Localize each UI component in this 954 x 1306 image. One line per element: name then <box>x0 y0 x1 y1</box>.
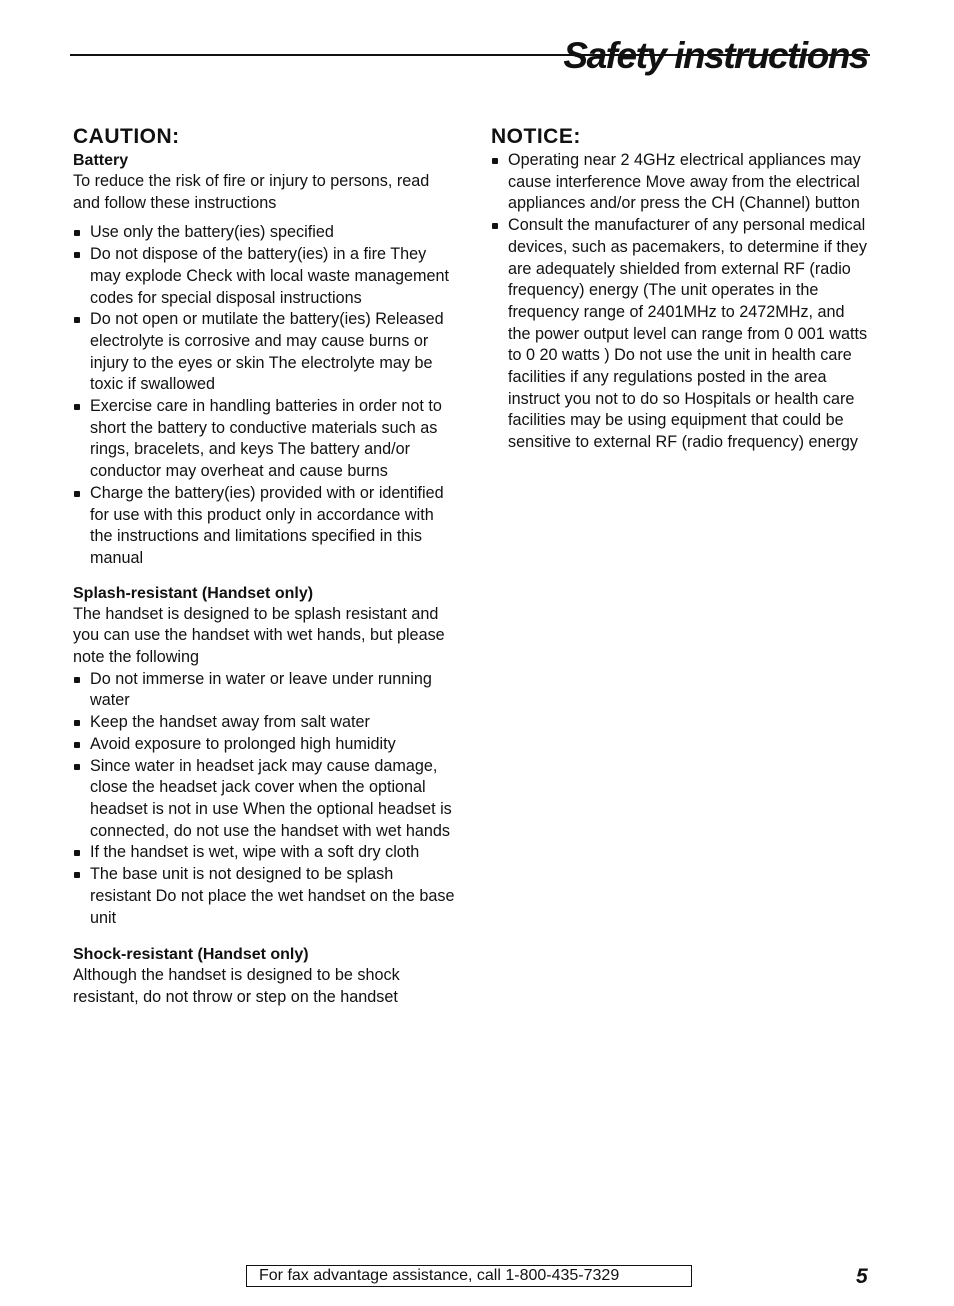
bullet-icon <box>492 158 498 164</box>
bullet-icon <box>74 850 80 856</box>
notice-column <box>491 124 869 454</box>
list-item <box>73 244 458 309</box>
list-item-text: Exercise care in handling batteries in order not to short the battery to conductive materials such as rings, bracelets, and keys The battery and/or conductor may overheat and cause burns <box>90 397 442 481</box>
list-item <box>73 842 458 864</box>
battery-heading: Battery <box>73 152 129 169</box>
bullet-icon <box>492 223 498 229</box>
title-rule <box>70 54 870 56</box>
splash-list <box>73 669 458 929</box>
bullet-icon <box>74 764 80 770</box>
footer-assistance: For fax advantage assistance, call 1-800-435-7329 <box>246 1265 692 1287</box>
battery-list <box>73 222 458 569</box>
caution-column <box>73 124 458 1009</box>
splash-heading: Splash-resistant (Handset only) <box>73 584 314 602</box>
list-item-text: Operating near 2 4GHz electrical appliances may cause interference Move away from the electrical appliances and/or press the CH (Channel) button <box>508 151 861 213</box>
page-title: Safety instructions <box>563 34 868 76</box>
notice-list <box>491 150 869 454</box>
list-item-text: Do not immerse in water or leave under running water <box>90 669 432 710</box>
list-item <box>73 483 458 570</box>
list-item-text: The base unit is not designed to be splash resistant Do not place the wet handset on the base unit <box>90 865 455 927</box>
list-item <box>491 150 869 215</box>
list-item-text: Use only the battery(ies) specified <box>90 223 334 242</box>
bullet-icon <box>74 317 80 323</box>
notice-heading: NOTICE: <box>491 125 581 148</box>
list-item <box>73 864 458 929</box>
list-item <box>73 669 458 712</box>
list-item <box>73 309 458 396</box>
battery-intro: To reduce the risk of fire or injury to persons, read and follow these instructions <box>73 172 430 212</box>
list-item <box>73 396 458 483</box>
bullet-icon <box>74 872 80 878</box>
list-item-text: Charge the battery(ies) provided with or identified for use with this product only in accordance with the instructions and limitations specified in this manual <box>90 483 444 567</box>
list-item-text: If the handset is wet, wipe with a soft dry cloth <box>90 843 420 862</box>
page-number: 5 <box>856 1265 868 1288</box>
list-item-text: Do not open or mutilate the battery(ies) Released electrolyte is corrosive and may cause burns or injury to the eyes or skin The electrolyte may be toxic if swallowed <box>90 310 444 394</box>
bullet-icon <box>74 677 80 683</box>
shock-intro: Although the handset is designed to be shock resistant, do not throw or step on the handset <box>73 966 400 1006</box>
list-item-text: Keep the handset away from salt water <box>90 713 370 732</box>
bullet-icon <box>74 252 80 258</box>
list-item <box>73 756 458 843</box>
bullet-icon <box>74 230 80 236</box>
list-item-text: Avoid exposure to prolonged high humidity <box>90 734 396 753</box>
list-item-text: Since water in headset jack may cause damage, close the headset jack cover when the optional headset is not in use When the optional headset is connected, do not use the handset with wet hands <box>90 756 452 840</box>
splash-intro: The handset is designed to be splash resistant and you can use the handset with wet hands, but please note the following <box>73 604 445 667</box>
bullet-icon <box>74 742 80 748</box>
list-item <box>73 734 458 756</box>
bullet-icon <box>74 720 80 726</box>
list-item <box>73 222 458 244</box>
list-item <box>73 712 458 734</box>
list-item-text: Do not dispose of the battery(ies) in a fire They may explode Check with local waste management codes for special disposal instructions <box>90 245 450 307</box>
caution-heading: CAUTION: <box>73 125 180 148</box>
list-item <box>491 215 869 454</box>
bullet-icon <box>74 404 80 410</box>
shock-heading: Shock-resistant (Handset only) <box>73 946 309 964</box>
list-item-text: Consult the manufacturer of any personal medical devices, such as pacemakers, to determine if they are adequately shielded from external RF (radio frequency) energy (The unit operates in the frequency range of 2401MHz to 2472MHz, and the power output level can range from 0 001 watts to 0 20 watts ) Do not use the unit in health care facilities if any regulations posted in the area instruct you not to do so Hospitals or health care facilities may be using equipment that could be sensitive to external RF (radio frequency) energy <box>508 216 868 452</box>
bullet-icon <box>74 491 80 497</box>
